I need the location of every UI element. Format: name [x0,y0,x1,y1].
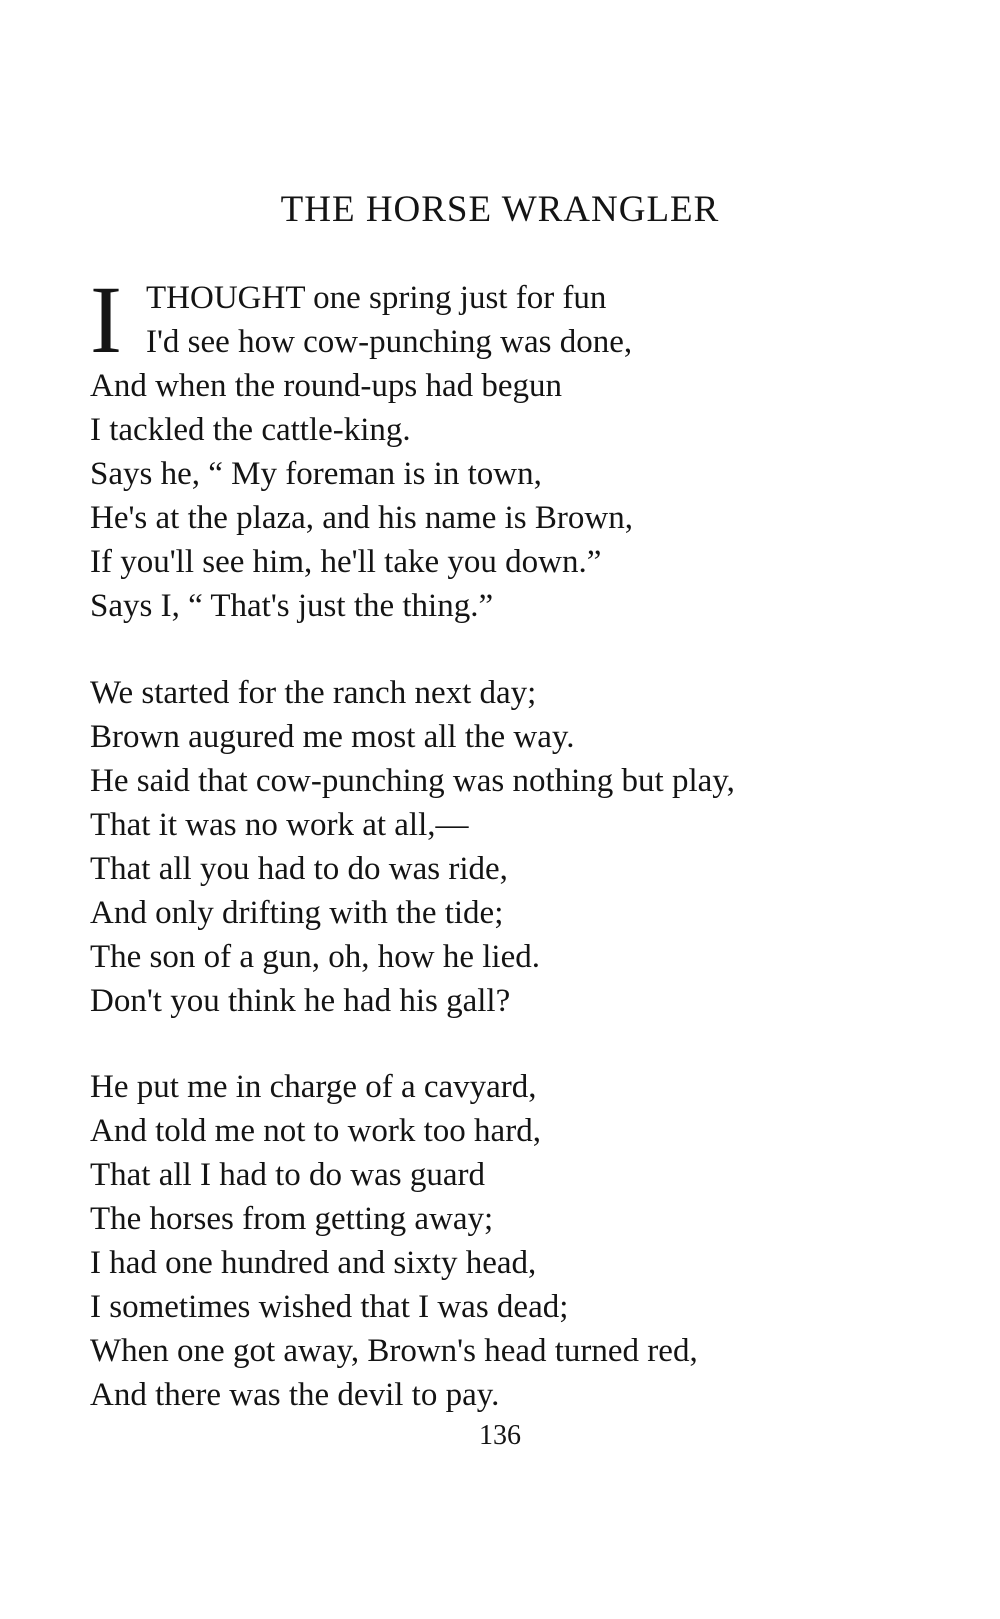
drop-cap: I [90,266,122,373]
poem-line: If you'll see him, he'll take you down.” [90,544,602,580]
poem-line: I sometimes wished that I was dead; [90,1289,569,1325]
poem-line: That it was no work at all,— [90,807,469,843]
poem-line: We started for the ranch next day; [90,675,537,711]
poem-line: And told me not to work too hard, [90,1113,541,1149]
poem-line: THOUGHT one spring just for fun [146,280,607,316]
poem-line: That all I had to do was guard [90,1157,485,1193]
poem-line: I tackled the cattle-king. [90,412,411,448]
poem-line: That all you had to do was ride, [90,851,508,887]
poem-line: I'd see how cow-punching was done, [146,324,633,360]
page-number: 136 [479,1420,521,1451]
poem-line: He's at the plaza, and his name is Brown, [90,500,633,536]
poem-line: He said that cow-punching was nothing but play, [90,763,735,799]
poem-line: When one got away, Brown's head turned red, [90,1333,698,1369]
stanza-3 [90,1065,970,1417]
poem-line: And only drifting with the tide; [90,895,504,931]
poem-line: And there was the devil to pay. [90,1377,500,1413]
poem-line: Brown augured me most all the way. [90,719,575,755]
poem-line: Says I, “ That's just the thing.” [90,588,494,624]
poem-line: The horses from getting away; [90,1201,494,1237]
poem-line: The son of a gun, oh, how he lied. [90,939,540,975]
stanza-1 [90,266,970,628]
poem-line: Says he, “ My foreman is in town, [90,456,542,492]
poem-line: And when the round-ups had begun [90,368,562,404]
poem-line: He put me in charge of a cavyard, [90,1069,537,1105]
poem-title: THE HORSE WRANGLER [280,189,720,230]
poem-line: Don't you think he had his gall? [90,983,511,1019]
poem-line: I had one hundred and sixty head, [90,1245,537,1281]
stanza-2 [90,671,970,1023]
